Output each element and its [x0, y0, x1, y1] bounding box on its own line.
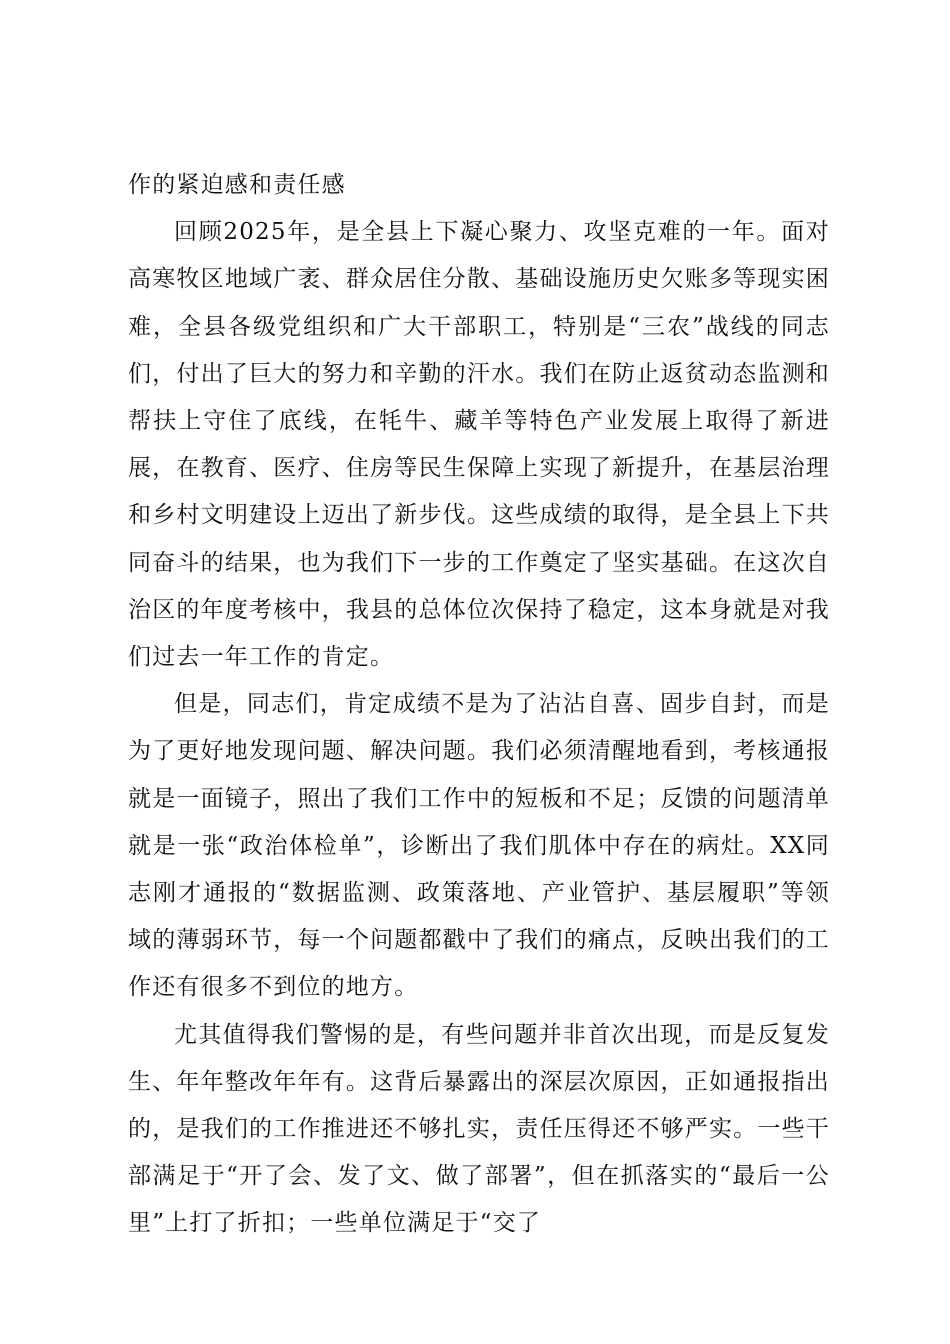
paragraph-problems: 但是，同志们，肯定成绩不是为了沾沾自喜、固步自封，而是为了更好地发现问题、解决问题。我们必须清醒地看到，考核通报就是一面镜子，照出了我们工作中的短板和不足；反馈的问题清单就是一张“政治体检单”，诊断出了我们肌体中存在的病灶。XX同志刚才通报的“数据监测、政策落地、产业管护、基层履职”等领域的薄弱环节，每一个问题都戳中了我们的痛点，反映出我们的工作还有很多不到位的地方。 [128, 691, 830, 1001]
paragraph-review-2025: 回顾2025年，是全县上下凝心聚力、攻坚克难的一年。面对高寒牧区地域广袤、群众居住分散、基础设施历史欠账多等现实困难，全县各级党组织和广大干部职工，特别是“三农”战线的同志们，付出了巨大的努力和辛勤的汗水。我们在防止返贫动态监测和帮扶上守住了底线，在牦牛、藏羊等特色产业发展上取得了新进展，在教育、医疗、住房等民生保障上实现了新提升，在基层治理和乡村文明建设上迈出了新步伐。这些成绩的取得，是全县上下共同奋斗的结果，也为我们下一步的工作奠定了坚实基础。在这次自治区的年度考核中，我县的总体位次保持了稳定，这本身就是对我们过去一年工作的肯定。 [128, 219, 830, 671]
paragraph-continuation: 作的紧迫感和责任感 [128, 172, 346, 198]
paragraph-warning: 尤其值得我们警惕的是，有些问题并非首次出现，而是反复发生、年年整改年年有。这背后暴露出的深层次原因，正如通报指出的，是我们的工作推进还不够扎实，责任压得还不够严实。一些干部满足于“开了会、发了文、做了部署”，但在抓落实的“最后一公里”上打了折扣；一些单位满足于“交了 [128, 1021, 830, 1237]
document-body [128, 162, 830, 1248]
